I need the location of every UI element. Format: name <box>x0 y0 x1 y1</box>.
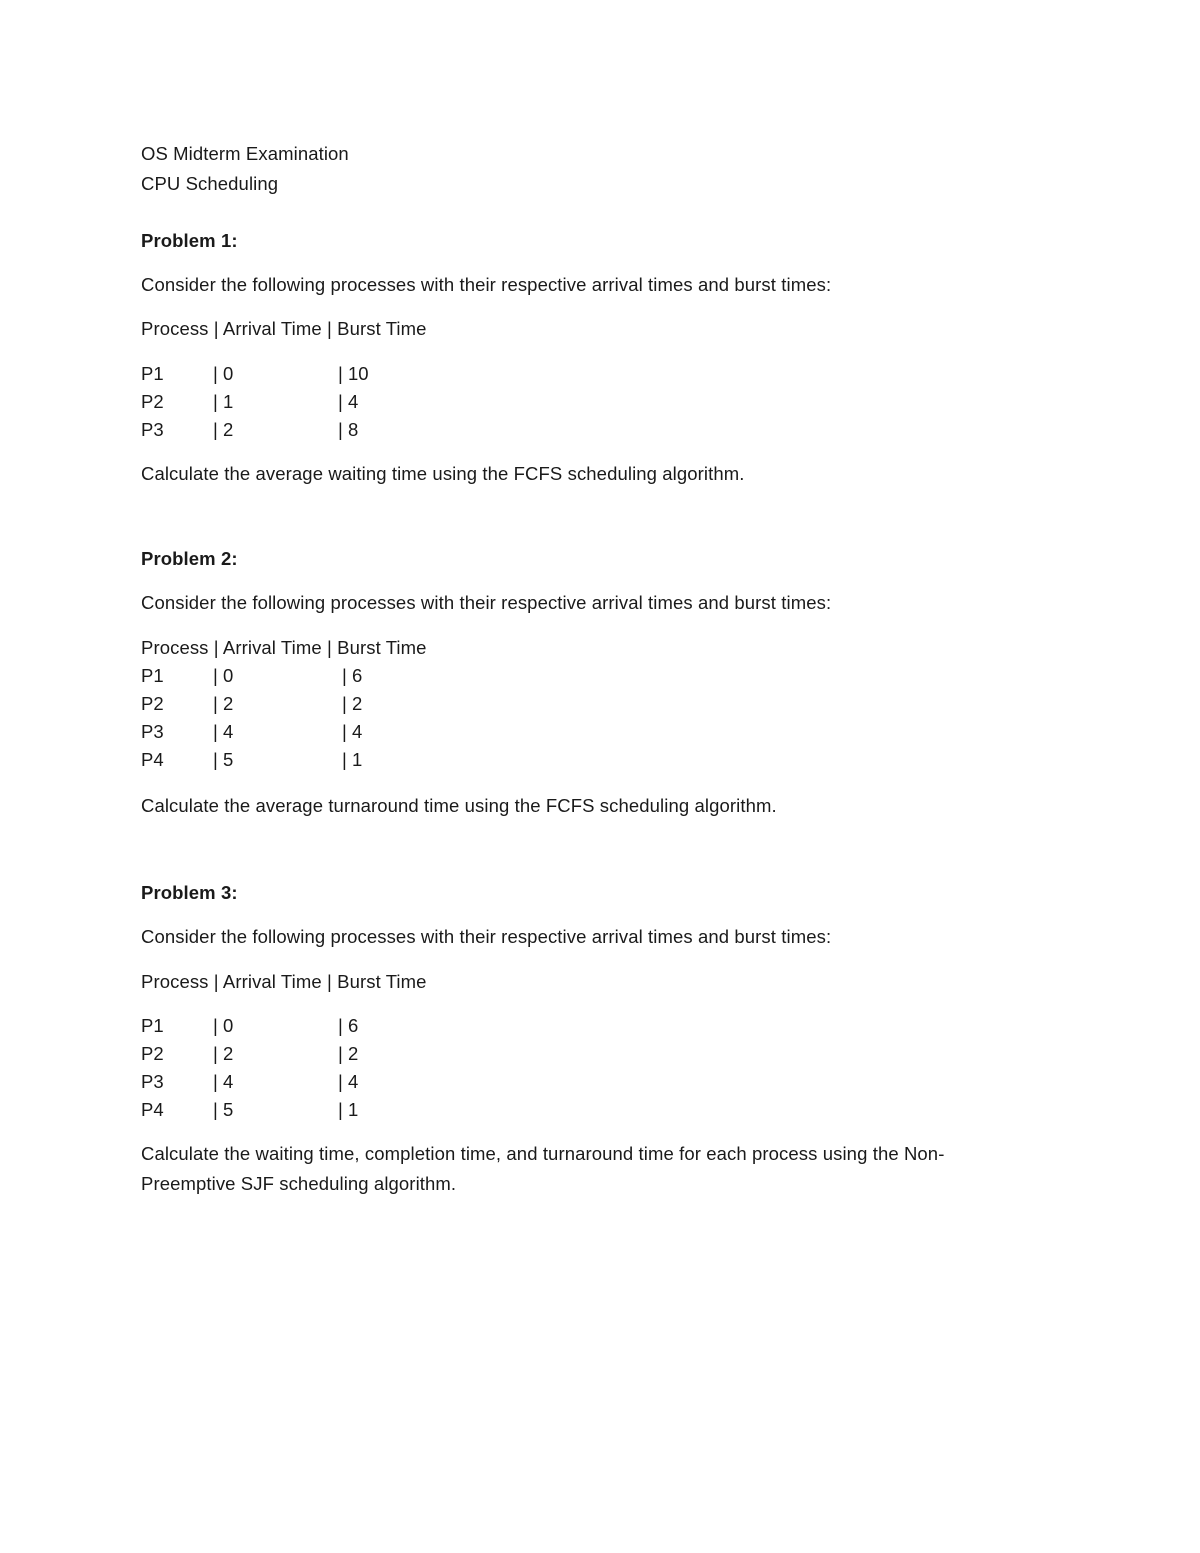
document-title: OS Midterm Examination <box>141 143 349 164</box>
problem-2-table-header: Process | Arrival Time | Burst Time <box>141 637 427 658</box>
table-row-arrival: | 5 <box>213 1099 234 1120</box>
table-row-process: P1 <box>141 363 164 384</box>
table-row-process: P2 <box>141 391 164 412</box>
table-row-burst: | 4 <box>342 721 363 742</box>
table-row-arrival: | 4 <box>213 721 234 742</box>
table-row-arrival: | 5 <box>213 749 234 770</box>
problem-3-heading: Problem 3: <box>141 882 238 903</box>
table-row-process: P1 <box>141 1015 164 1036</box>
table-row-process: P3 <box>141 1071 164 1092</box>
table-row-arrival: | 0 <box>213 363 234 384</box>
table-row-process: P3 <box>141 721 164 742</box>
problem-3-intro: Consider the following processes with their respective arrival times and burst times: <box>141 926 832 947</box>
problem-1-question: Calculate the average waiting time using the FCFS scheduling algorithm. <box>141 463 745 484</box>
table-row-process: P2 <box>141 1043 164 1064</box>
table-row-burst: | 10 <box>338 363 369 384</box>
table-row-process: P4 <box>141 749 164 770</box>
table-row-arrival: | 0 <box>213 665 234 686</box>
table-row-process: P2 <box>141 693 164 714</box>
problem-2-heading: Problem 2: <box>141 548 238 569</box>
problem-3-table-header: Process | Arrival Time | Burst Time <box>141 971 427 992</box>
table-row-burst: | 4 <box>338 391 359 412</box>
table-row-process: P4 <box>141 1099 164 1120</box>
document-subtitle: CPU Scheduling <box>141 173 279 194</box>
table-row-burst: | 6 <box>338 1015 359 1036</box>
table-row-burst: | 8 <box>338 419 359 440</box>
problem-2-question: Calculate the average turnaround time using the FCFS scheduling algorithm. <box>141 795 777 816</box>
table-row-burst: | 6 <box>342 665 363 686</box>
table-row-burst: | 4 <box>338 1071 359 1092</box>
table-row-arrival: | 2 <box>213 419 234 440</box>
table-row-burst: | 1 <box>342 749 363 770</box>
problem-1-intro: Consider the following processes with their respective arrival times and burst times: <box>141 274 832 295</box>
problem-2-intro: Consider the following processes with their respective arrival times and burst times: <box>141 592 832 613</box>
table-row-process: P1 <box>141 665 164 686</box>
problem-3-question-line-2: Preemptive SJF scheduling algorithm. <box>141 1173 457 1194</box>
table-row-arrival: | 2 <box>213 693 234 714</box>
table-row-arrival: | 4 <box>213 1071 234 1092</box>
problem-3-question-line-1: Calculate the waiting time, completion time, and turnaround time for each process using the Non- <box>141 1143 945 1164</box>
table-row-burst: | 2 <box>338 1043 359 1064</box>
table-row-process: P3 <box>141 419 164 440</box>
table-row-arrival: | 2 <box>213 1043 234 1064</box>
table-row-burst: | 2 <box>342 693 363 714</box>
table-row-arrival: | 1 <box>213 391 234 412</box>
table-row-burst: | 1 <box>338 1099 359 1120</box>
problem-1-table-header: Process | Arrival Time | Burst Time <box>141 318 427 339</box>
problem-1-heading: Problem 1: <box>141 230 238 251</box>
table-row-arrival: | 0 <box>213 1015 234 1036</box>
